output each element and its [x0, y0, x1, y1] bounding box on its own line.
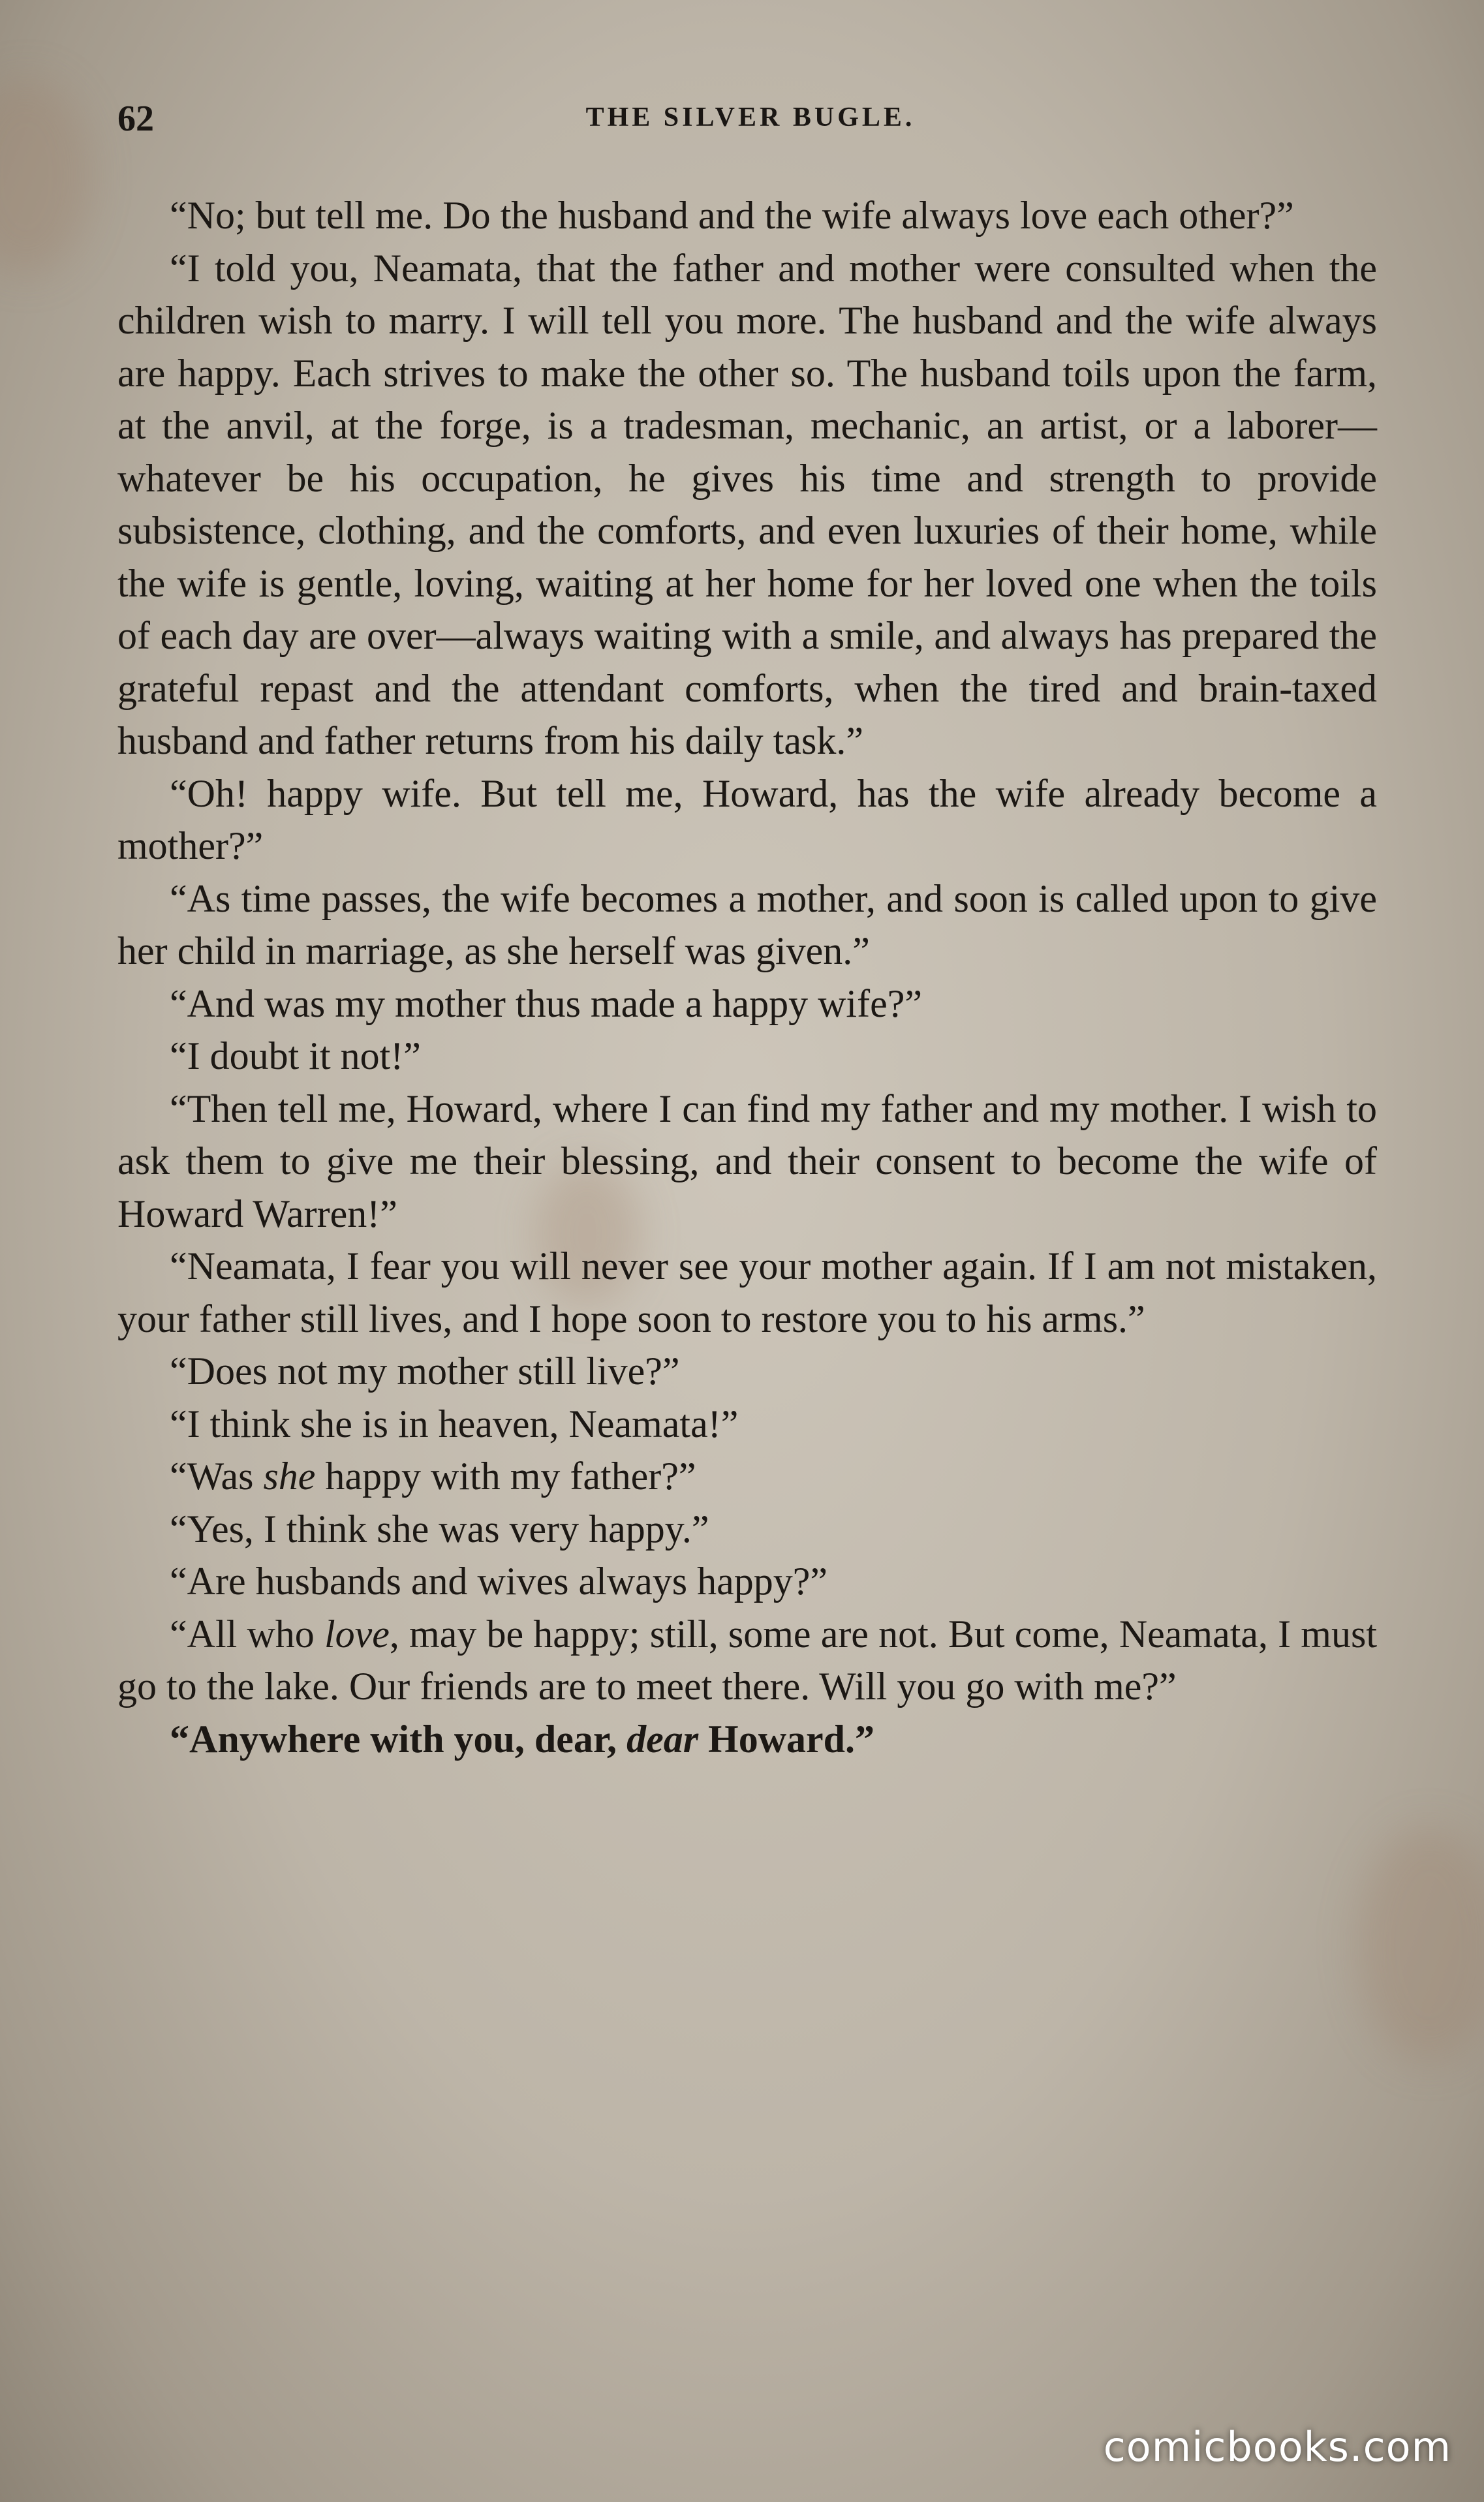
paragraph: “Does not my mother still live?”: [170, 1350, 680, 1393]
paragraph: “And was my mother thus made a happy wife?”: [170, 981, 922, 1025]
paragraph: “I told you, Neamata, that the father and mother were consulted when the children wish to marry. I will tell you more. The husband and the wife always are happy. Each strives to make the other so. The husband toils upon the farm, at the anvil, at the forge, is a tradesman, mechanic, an artist, or a laborer—whatever be his occupation, he gives his time and strength to provide subsistence, clothing, and the comforts, and even luxuries of their home, while the wife is gentle, loving, waiting at her home for her loved one when the toils of each day are over—always waiting with a smile, and always has prepared the grateful repast and the attendant comforts, when the tired and brain-taxed husband and father returns from his daily task.”: [117, 246, 1377, 762]
paragraph: “Are husbands and wives always happy?”: [170, 1560, 828, 1603]
paragraph: “Yes, I think she was very happy.”: [170, 1507, 709, 1551]
page-header: [117, 98, 1384, 144]
paper-stain: [1357, 1827, 1484, 2062]
italic-run: dear: [626, 1717, 699, 1761]
paragraph: [117, 1450, 1377, 1503]
text-run: Howard.”: [698, 1717, 875, 1761]
page-number: 62: [117, 99, 154, 139]
paragraph: “As time passes, the wife becomes a mother, and soon is called upon to give her child in marriage, as she herself was given.”: [117, 876, 1377, 972]
text-run: , may be happy; still, some are not. But come, Neamata, I must go to the lake. Our friends are to meet there. Will you go with me?”: [117, 1612, 1377, 1708]
paragraph: “I doubt it not!”: [170, 1034, 421, 1077]
watermark: comicbooks.com: [1103, 2423, 1451, 2471]
paragraph: [117, 1608, 1377, 1713]
paragraph: “Then tell me, Howard, where I can find my father and my mother. I wish to ask them to give me their blessing, and their consent to become the wife of Howard Warren!”: [117, 1087, 1377, 1235]
italic-run: love: [324, 1612, 390, 1656]
paragraph: [117, 1713, 1377, 1766]
text-run: “Anywhere with you, dear,: [170, 1717, 627, 1761]
paragraph: “Oh! happy wife. But tell me, Howard, has the wife already become a mother?”: [117, 771, 1377, 867]
text-run: “Was: [170, 1455, 264, 1498]
text-run: happy with my father?”: [315, 1455, 696, 1498]
paragraph: “Neamata, I fear you will never see your mother again. If I am not mistaken, your father still lives, and I hope soon to restore you to his arms.”: [117, 1244, 1377, 1340]
text-run: “All who: [170, 1612, 324, 1656]
paragraph: “No; but tell me. Do the husband and the wife always love each other?”: [170, 194, 1294, 237]
italic-run: she: [263, 1455, 316, 1498]
paper-stain: [0, 78, 91, 274]
running-title: THE SILVER BUGLE.: [585, 102, 916, 132]
body-text: [117, 189, 1377, 1765]
paragraph: “I think she is in heaven, Neamata!”: [170, 1402, 739, 1445]
